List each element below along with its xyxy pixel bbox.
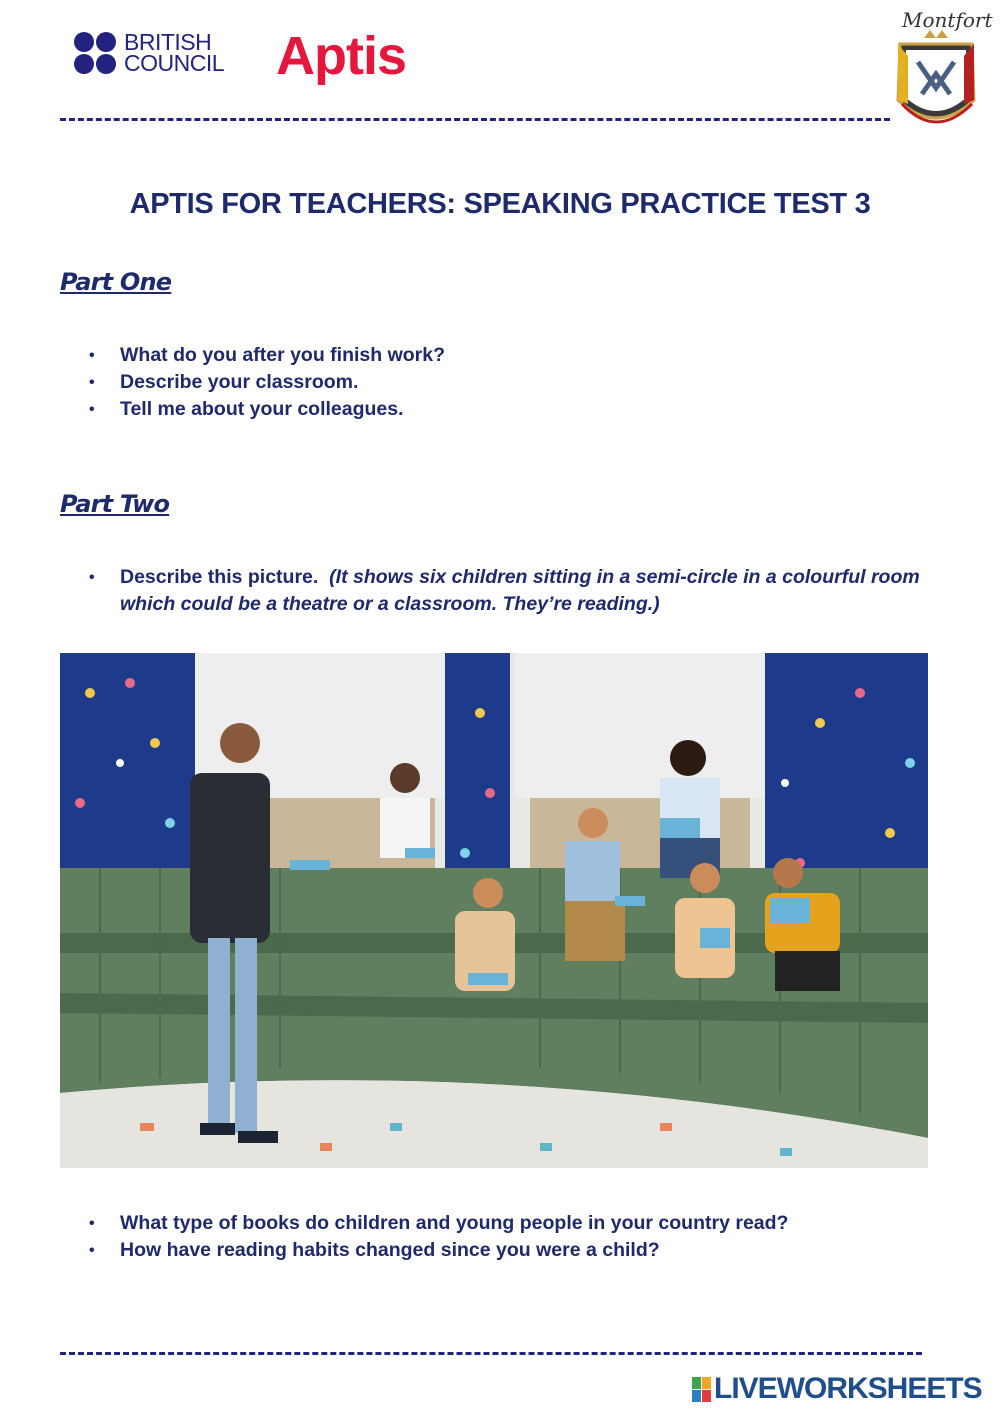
british-council-logo <box>74 29 225 76</box>
classroom-reading-photo <box>60 653 928 1168</box>
top-dashed-divider <box>60 118 890 121</box>
list-item <box>60 369 940 396</box>
list-item <box>60 564 940 618</box>
montfort-crest-icon <box>888 8 984 148</box>
list-item <box>60 342 940 369</box>
liveworksheets-grid-icon <box>692 1377 711 1402</box>
question-text: What do you after you finish work? <box>120 344 446 366</box>
bullet-icon: • <box>89 569 95 586</box>
crest-signature: Montfort <box>902 8 993 32</box>
liveworksheets-logo[interactable] <box>692 1374 982 1404</box>
bottom-dashed-divider <box>60 1352 922 1355</box>
bullet-icon: • <box>89 1242 95 1259</box>
page-title: APTIS FOR TEACHERS: SPEAKING PRACTICE TEST 3 <box>129 188 871 220</box>
bullet-icon: • <box>89 1215 95 1232</box>
list-item <box>60 1210 940 1237</box>
part-one-heading: Part One <box>60 268 172 296</box>
question-text: How have reading habits changed since you were a child? <box>120 1239 660 1261</box>
aptis-logo: Aptis <box>276 26 406 86</box>
bullet-icon: • <box>89 347 95 364</box>
question-text: What type of books do children and young people in your country read? <box>120 1212 789 1234</box>
bullet-icon: • <box>89 374 95 391</box>
list-item <box>60 396 940 423</box>
part-one-question-list <box>60 342 940 423</box>
bullet-icon: • <box>89 401 95 418</box>
prompt-text: Describe this picture. <box>120 566 319 588</box>
part-two-prompt-list <box>60 564 940 618</box>
british-council-line2: COUNCIL <box>124 50 225 76</box>
british-council-line1: BRITISH <box>124 29 212 55</box>
question-text: Describe your classroom. <box>120 371 359 393</box>
british-council-dots-icon <box>74 32 116 74</box>
prompt-description: (It shows six children sitting in a semi-circle in a colourful room which could be a theatre or a classroom. They’re reading.) <box>120 566 920 615</box>
part-two-followup-list <box>60 1210 940 1264</box>
list-item <box>60 1237 940 1264</box>
part-two-heading: Part Two <box>60 490 170 518</box>
liveworksheets-wordmark: LIVEWORKSHEETS <box>714 1372 982 1405</box>
question-text: Tell me about your colleagues. <box>120 398 404 420</box>
